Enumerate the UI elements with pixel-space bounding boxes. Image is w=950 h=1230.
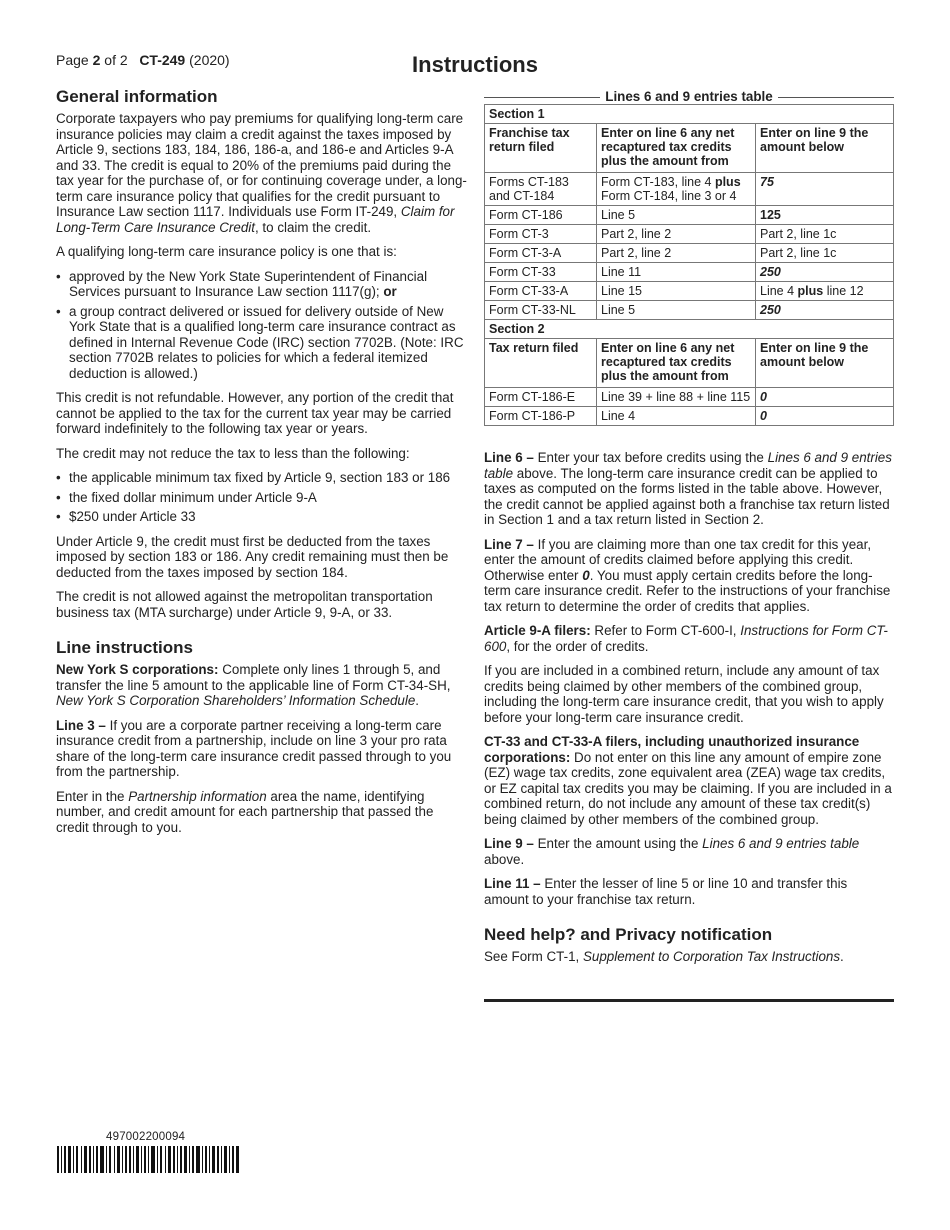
nys-corp-paragraph: New York S corporations: Complete only lines 1 through 5, and transfer the line 5 amount to the applicable line of Form CT-34-SH, New York S Corporation Shareholders’ Information Schedule. (56, 662, 451, 708)
list-item: • $250 under Article 33 (56, 509, 468, 525)
page-of: of 2 (104, 52, 128, 68)
help-paragraph: See Form CT-1, Supplement to Corporation Tax Instructions. (484, 949, 844, 964)
table-caption: Lines 6 and 9 entries table (484, 88, 894, 104)
list-item: • the applicable minimum tax fixed by Article 9, section 183 or 186 (56, 470, 468, 486)
general-p5: Under Article 9, the credit must first be deducted from the taxes imposed by section 183 or 186. Any credit remaining must then be deducted from the taxes imposed by section 184. (56, 533, 449, 580)
table-row: Franchise tax return filed Enter on line 6 any net recaptured tax credits plus the amount from Enter on line 9 the amount below (485, 124, 894, 173)
line11-paragraph: Line 11 – Enter the lesser of line 5 or line 10 and transfer this amount to your franchise tax return. (484, 876, 848, 907)
barcode-icon (57, 1146, 239, 1173)
combined-paragraph: If you are included in a combined return, include any amount of tax credits being claimed by other members of the combined group, including the long-term care insurance credit, that you wish to apply before your long-term care insurance credit. (484, 663, 884, 725)
table-row: Form CT-33 Line 11 250 (485, 263, 894, 282)
table-row: Form CT-33-A Line 15 Line 4 plus line 12 (485, 282, 894, 301)
entries-table (484, 104, 894, 426)
qualifying-list (56, 269, 468, 382)
table-row: Form CT-186 Line 5 125 (485, 206, 894, 225)
general-p3: This credit is not refundable. However, any portion of the credit that cannot be applied to the tax for the current tax year may be carried forward indefinitely to the following tax year or years. (56, 390, 454, 436)
form-number: CT-249 (139, 52, 186, 68)
general-p2: A qualifying long-term care insurance policy is one that is: (56, 244, 397, 259)
left-column (56, 87, 468, 844)
general-p1: Corporate taxpayers who pay premiums for qualifying long-term care insurance policies may claim a credit against the taxes imposed by Article 9, sections 183, 184, 186, 186-a, and 186-e and Articles 9-A and 33. The credit is equal to 20% of the premiums paid during the tax year for the purchase of, or for continuing coverage under, a long-term care insurance policy that qualifies for the credit pursuant to Insurance Law section 1117. Individuals use Form IT-249, Claim for Long-Term Care Insurance Credit, to claim the credit. (56, 111, 467, 235)
table-row: Form CT-3 Part 2, line 2 Part 2, line 1c (485, 225, 894, 244)
minimum-list (56, 470, 468, 525)
line3-paragraph: Line 3 – If you are a corporate partner receiving a long-term care insurance credit from a partnership, include on line 3 your pro rata share of the long-term care insurance credit passed through to you from the partnership. (56, 717, 452, 779)
general-p6: The credit is not allowed against the metropolitan transportation business tax (MTA surcharge) under Article 9, 9-A, or 33. (56, 589, 433, 620)
help-heading: Need help? and Privacy notification (484, 925, 773, 944)
table-row: Form CT-33-NL Line 5 250 (485, 301, 894, 320)
line-instructions-heading: Line instructions (56, 638, 193, 657)
barcode-number: 497002200094 (106, 1131, 186, 1143)
table-row: Form CT-186-E Line 39 + line 88 + line 115 0 (485, 388, 894, 407)
list-item: • the fixed dollar minimum under Article 9-A (56, 490, 468, 506)
table-row: Tax return filed Enter on line 6 any net recaptured tax credits plus the amount from Enter on line 9 the amount below (485, 339, 894, 388)
page-label: Page (56, 52, 89, 68)
right-column (484, 88, 894, 1002)
article9a-paragraph: Article 9-A filers: Refer to Form CT-600-I, Instructions for Form CT-600, for the order of credits. (484, 623, 888, 654)
general-info-heading: General information (56, 87, 218, 106)
table-row: Form CT-186-P Line 4 0 (485, 407, 894, 426)
list-item: • approved by the New York State Superintendent of Financial Services pursuant to Insurance Law section 1117(g); or (56, 269, 468, 300)
ct33-paragraph: CT-33 and CT-33-A filers, including unauthorized insurance corporations: Do not enter on this line any amount of empire zone (EZ) wage tax credits, zone equivalent area (ZEA) wage tax credits, or EZ capital tax credits you may be claiming. If you are included in a combined return, do not include any amount of these tax credit(s) being claimed by other members of the combined group. (484, 734, 892, 827)
list-item: • a group contract delivered or issued for delivery outside of New York State that is a qualified long-term care insurance contract as defined in Internal Revenue Code (IRC) section 7702B. (Note: IRC section 7702B relates to policies for which a federal itemized deduction is allowed.) (56, 304, 468, 382)
table-row: Section 2 (485, 320, 894, 339)
form-year: (2020) (189, 52, 230, 68)
partnership-paragraph: Enter in the Partnership information area the name, identifying number, and credit amount for each partnership that passed the credit through to you. (56, 788, 434, 835)
general-p4: The credit may not reduce the tax to less than the following: (56, 445, 410, 461)
page-number: 2 (92, 52, 101, 68)
page-title: Instructions (412, 52, 538, 77)
table-row: Forms CT-183 and CT-184 Form CT-183, line 4 plus Form CT-184, line 3 or 4 75 (485, 173, 894, 206)
line9-paragraph: Line 9 – Enter the amount using the Lines 6 and 9 entries table above. (484, 836, 860, 867)
end-rule (484, 999, 894, 1002)
line7-paragraph: Line 7 – If you are claiming more than one tax credit for this year, enter the amount of credits claimed before applying this credit. Otherwise enter 0. You must apply certain credits before the long-term care insurance credit. Refer to the instructions of your franchise tax return to determine the order of credits that applies. (484, 536, 891, 614)
line6-paragraph: Line 6 – Enter your tax before credits using the Lines 6 and 9 entries table above. The long-term care insurance credit can be applied to taxes as computed on the forms listed in the table above. However, the credit cannot be applied against both a franchise tax return listed in Section 1 and a tax return listed in Section 2. (484, 450, 892, 527)
table-row: Section 1 (485, 105, 894, 124)
table-row: Form CT-3-A Part 2, line 2 Part 2, line 1c (485, 244, 894, 263)
